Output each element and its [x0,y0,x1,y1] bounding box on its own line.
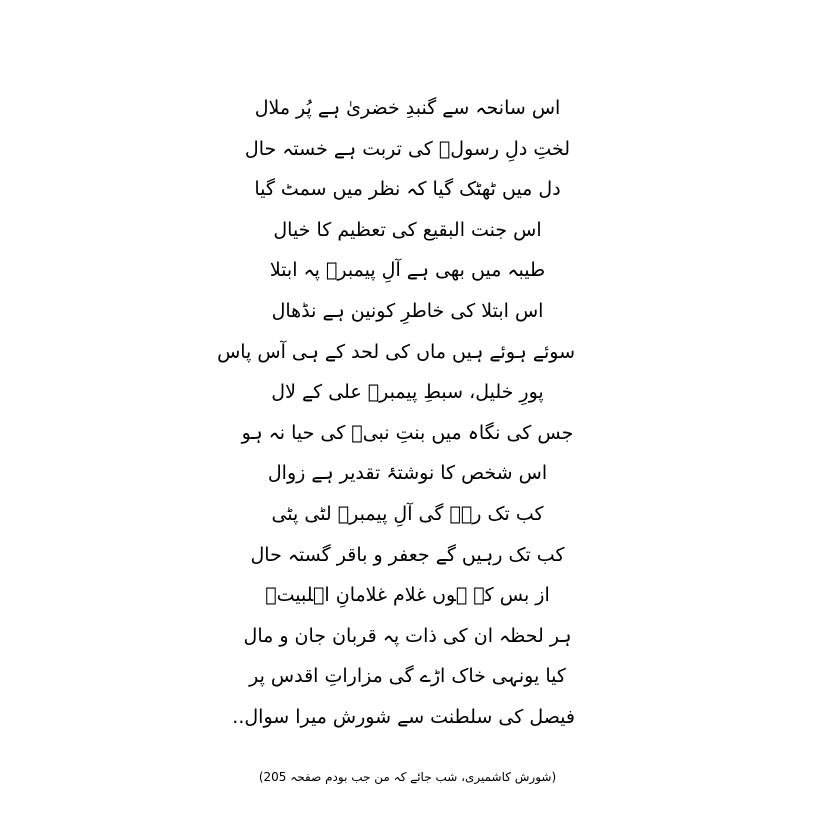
poem-line: ہر لحظہ ان کی ذات پہ قربان جان و مال [243,624,572,647]
citation: (شورش کاشمیری، شب جائے کہ من جب بودم صفحہ 205) [258,770,557,784]
poem-line: طیبہ میں بھی ہے آلِ پیمبرؐ پہ ابتلا [269,259,546,282]
poem-line: کیا یونہی خاک اڑے گی مزاراتِ اقدس پر [249,665,566,688]
poem-line: دل میں ٹھٹک گیا کہ نظر میں سمٹ گیا [254,178,561,201]
poem-line: از بس کے ہوں غلام غلامانِ اہلبیتؑ [265,584,550,607]
poem-line: اس جنت البقیع کی تعظیم کا خیال [273,218,542,241]
poem-line: اس ابتلا کی خاطرِ کونین ہے نڈھال [271,299,544,322]
poem-line: سوئے ہوئے ہیں ماں کی لحد کے ہی آس پاس [217,340,575,363]
poem-line: کب تک رہے گی آلِ پیمبرؐ لٹی پٹی [271,502,544,525]
poem [217,88,575,738]
poem-line: اس سانحہ سے گنبدِ خضریٰ ہے پُر ملال [254,97,561,119]
poem-line: فیصل کی سلطنت سے شورش میرا سوال.. [232,705,575,728]
poem-line: کب تک رہیں گے جعفر و باقر گستہ حال [250,543,565,566]
poem-line: جس کی نگاہ میں بنتِ نبیؐ کی حیا نہ ہو [241,421,574,444]
poem-line: اس شخص کا نوشتۂ تقدیر ہے زوال [267,462,548,485]
poem-line: پورِ خلیل، سبطِ پیمبرؐ علی کے لال [271,381,544,404]
poem-line: لختِ دلِ رسولؐ کی تربت ہے خستہ حال [244,137,571,160]
